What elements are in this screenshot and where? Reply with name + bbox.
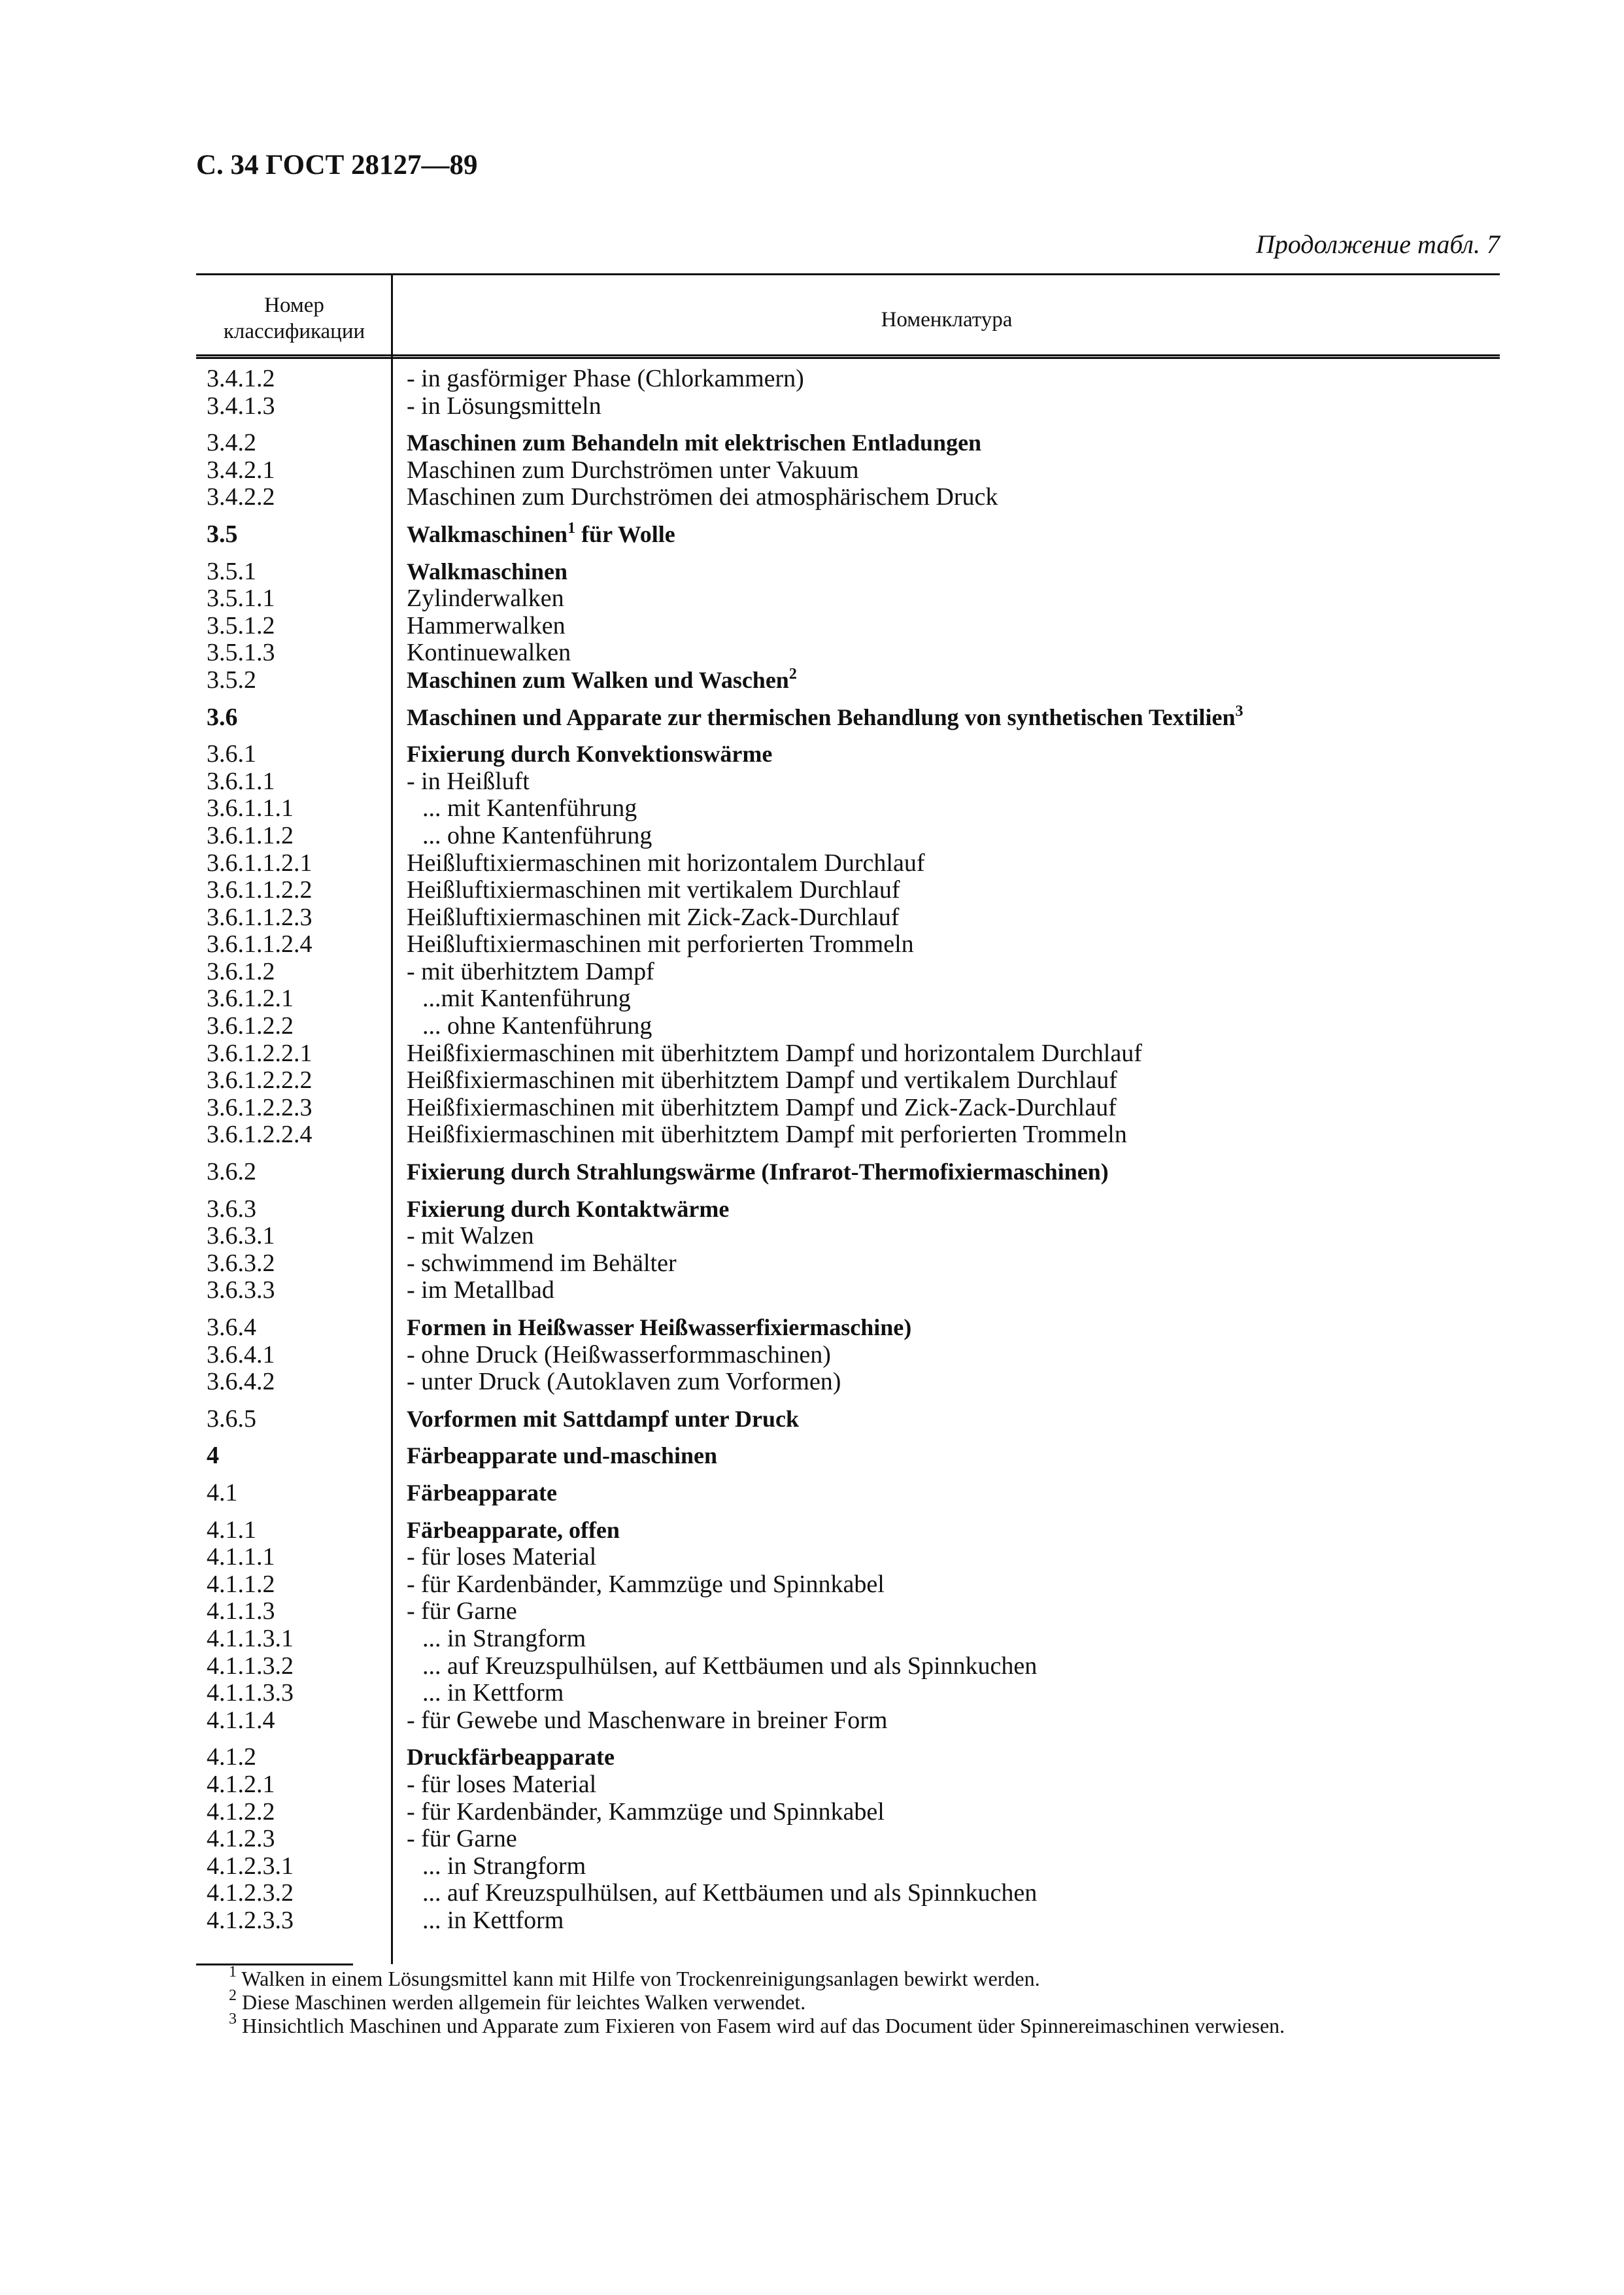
nomenclature-text: Hammerwalken: [407, 611, 566, 639]
nomenclature-text: Heißfixiermaschinen mit überhitztem Dampf und horizontalem Durchlauf: [407, 1039, 1142, 1067]
classification-number: 3.6.1.2.2.2: [207, 1066, 313, 1095]
nomenclature-text: - für loses Material: [407, 1543, 597, 1571]
classification-number: 4.1.1.2: [207, 1570, 275, 1598]
classification-number: 4.1.2.3: [207, 1825, 275, 1853]
nomenclature-text: ... in Strangform: [422, 1624, 586, 1652]
footnote-mark: 3: [229, 2011, 237, 2028]
table-header: [196, 273, 1500, 359]
nomenclature-text: - unter Druck (Autoklaven zum Vorformen): [407, 1368, 841, 1396]
classification-number: 4.1.2.1: [207, 1770, 275, 1798]
footnote-separator: [196, 1964, 353, 1965]
nomenclature-text: Färbeapparate, offen: [407, 1516, 620, 1543]
nomenclature-text: Walkmaschinen: [407, 558, 568, 585]
nomenclature-text: Heißluftixiermaschinen mit Zick-Zack-Durchlauf: [407, 903, 900, 931]
nomenclature-text: Heißluftixiermaschinen mit perforierten Trommeln: [407, 930, 914, 959]
nomenclature-text: Druckfärbeapparate: [407, 1744, 615, 1771]
classification-number: 3.5.1.2: [207, 611, 275, 639]
classification-number: 4.1.2.3.3: [207, 1906, 294, 1934]
classification-number: 3.6.1.1.2.2: [207, 876, 313, 904]
classification-number: 4.1.2.2: [207, 1797, 275, 1826]
classification-number: 3.6.1.2.2.3: [207, 1093, 313, 1121]
classification-number: 4.1.1: [207, 1516, 256, 1544]
footnote: $^3$ Hinsichtlich Maschinen und Apparate zum Fixieren von Fasem wird auf das Document üder Spinnereimaschinen verwiesen.: [229, 2011, 1285, 2037]
nomenclature-text: ... in Kettform: [422, 1679, 564, 1707]
classification-number: 4.1.2.3.1: [207, 1852, 294, 1880]
classification-number: 3.5.1.3: [207, 639, 275, 667]
column-header-number: Номер классификации: [223, 294, 365, 343]
classification-table: [196, 273, 1500, 1944]
classification-number: 3.6.1.1: [207, 767, 275, 795]
classification-number: 3.6.3.3: [207, 1276, 275, 1304]
footnote-ref: 1: [567, 519, 576, 537]
classification-number: 3.6.1.1.1: [207, 794, 294, 823]
nomenclature-text: Heißfixiermaschinen mit überhitztem Dampf mit perforierten Trommeln: [407, 1121, 1127, 1149]
nomenclature-text: ...mit Kantenführung: [422, 985, 631, 1013]
classification-number: 4.1.1.1: [207, 1543, 275, 1571]
classification-number: 3.6.1.2.2: [207, 1012, 294, 1040]
nomenclature-text: Heißluftixiermaschinen mit horizontalem Durchlauf: [407, 849, 925, 877]
classification-number: 4.1.1.3.1: [207, 1624, 294, 1652]
classification-number: 3.6.4: [207, 1314, 256, 1341]
classification-number: 3.5.2: [207, 666, 256, 694]
footnote: $^2$ Diese Maschinen werden allgemein für leichtes Walken verwendet.: [229, 1987, 806, 2014]
classification-number: 3.6.4.2: [207, 1368, 275, 1396]
footnote: $^1$ Walken in einem Lösungsmittel kann mit Hilfe von Trockenreinigungsanlagen bewirkt werden.: [229, 1964, 1040, 1990]
nomenclature-text: Maschinen zum Durchströmen unter Vakuum: [407, 456, 859, 484]
nomenclature-text: Fixierung durch Kontaktwärme: [407, 1195, 730, 1222]
classification-number: 3.6.1.1.2: [207, 821, 294, 849]
classification-number: 3.6.3.2: [207, 1249, 275, 1277]
nomenclature-text: - in gasförmiger Phase (Chlorkammern): [407, 365, 804, 392]
nomenclature-text: - in Lösungsmitteln: [407, 392, 601, 420]
nomenclature-text: - mit überhitztem Dampf: [407, 957, 654, 985]
footnote-mark: 1: [229, 1964, 237, 1980]
classification-number: 3.6: [207, 703, 238, 731]
classification-number: 3.6.3.1: [207, 1222, 275, 1250]
nomenclature-text: - für loses Material: [407, 1770, 597, 1798]
classification-number: 3.6.1.2.2.4: [207, 1121, 313, 1149]
nomenclature-text: Heißfixiermaschinen mit überhitztem Dampf und vertikalem Durchlauf: [407, 1066, 1117, 1095]
classification-number: 3.6.1.1.2.1: [207, 849, 313, 877]
nomenclature-text: ... in Strangform: [422, 1852, 586, 1880]
nomenclature-text: ... ohne Kantenführung: [422, 1012, 652, 1040]
classification-number: 3.6.1.1.2.3: [207, 903, 313, 931]
classification-number: 3.5.1: [207, 557, 256, 585]
classification-number: 3.4.1.3: [207, 392, 275, 420]
nomenclature-text: Heißluftixiermaschinen mit vertikalem Durchlauf: [407, 876, 900, 904]
nomenclature-text: Vorformen mit Sattdampf unter Druck: [407, 1405, 799, 1432]
classification-number: 3.4.2.1: [207, 456, 275, 484]
classification-number: 3.4.1.2: [207, 365, 275, 392]
classification-number: 4.1.1.3: [207, 1597, 275, 1625]
classification-number: 4.1.1.3.3: [207, 1679, 294, 1707]
classification-number: 4.1.2.3.2: [207, 1879, 294, 1907]
nomenclature-text: - für Garne: [407, 1597, 517, 1625]
nomenclature-text: Formen in Heißwasser Heißwasserfixiermaschine): [407, 1314, 912, 1340]
nomenclature-text: Färbeapparate: [407, 1479, 557, 1506]
column-header-nomenclature: Номенклатура: [881, 308, 1013, 332]
nomenclature-text: Fixierung durch Strahlungswärme (Infrarot-Thermofixiermaschinen): [407, 1159, 1109, 1185]
nomenclature-text: - mit Walzen: [407, 1222, 534, 1250]
classification-number: 3.6.1.2: [207, 957, 275, 985]
nomenclature-text: ... ohne Kantenführung: [422, 821, 652, 849]
classification-number: 3.5.1.1: [207, 585, 275, 613]
nomenclature-text: Fixierung durch Konvektionswärme: [407, 741, 773, 768]
classification-number: 3.6.4.1: [207, 1340, 275, 1368]
classification-number: 3.6.2: [207, 1158, 256, 1186]
nomenclature-text: ... in Kettform: [422, 1906, 564, 1934]
classification-number: 4.1: [207, 1478, 238, 1506]
nomenclature-text: Färbeapparate und-maschinen: [407, 1442, 718, 1469]
classification-number: 3.6.1.2.1: [207, 985, 294, 1013]
classification-number: 3.4.2: [207, 429, 256, 457]
nomenclature-text: Zylinderwalken: [407, 585, 564, 613]
nomenclature-text: Kontinuewalken: [407, 639, 571, 667]
classification-number: 3.6.1.2.2.1: [207, 1039, 313, 1067]
nomenclature-text: - für Garne: [407, 1825, 517, 1853]
classification-number: 4.1.1.3.2: [207, 1652, 294, 1680]
nomenclature-text: - schwimmend im Behälter: [407, 1249, 677, 1277]
footnote-ref: 3: [1235, 702, 1243, 720]
classification-number: 3.6.1: [207, 740, 256, 768]
nomenclature-text: - im Metallbad: [407, 1276, 554, 1304]
nomenclature-text: Maschinen zum Walken und Waschen$^2$: [407, 665, 797, 693]
classification-number: 3.6.1.1.2.4: [207, 930, 313, 959]
classification-number: 3.4.2.2: [207, 483, 275, 511]
table-continuation-label: Продолжение табл. 7: [1255, 230, 1500, 259]
classification-number: 3.6.3: [207, 1195, 256, 1223]
classification-number: 3.5: [207, 520, 238, 548]
footnotes: [229, 1964, 1285, 2037]
footnote-mark: 2: [229, 1987, 237, 2004]
classification-number: 4.1.1.4: [207, 1706, 275, 1734]
classification-number: 4: [207, 1442, 219, 1470]
nomenclature-text: - für Kardenbänder, Kammzüge und Spinnkabel: [407, 1797, 885, 1826]
classification-number: 3.6.5: [207, 1404, 256, 1433]
nomenclature-text: Maschinen und Apparate zur thermischen Behandlung von synthetischen Textilien$^3$: [407, 702, 1243, 730]
column-divider: [391, 273, 393, 1964]
nomenclature-text: Maschinen zum Durchströmen dei atmosphärischem Druck: [407, 483, 998, 511]
nomenclature-text: ... auf Kreuzspulhülsen, auf Kettbäumen und als Spinnkuchen: [422, 1652, 1038, 1680]
footnote-ref: 2: [788, 665, 797, 683]
nomenclature-text: Walkmaschinen$^1$ für Wolle: [407, 519, 675, 547]
nomenclature-text: ... mit Kantenführung: [422, 794, 637, 823]
nomenclature-text: ... auf Kreuzspulhülsen, auf Kettbäumen und als Spinnkuchen: [422, 1879, 1038, 1907]
nomenclature-text: - für Gewebe und Maschenware in breiner Form: [407, 1706, 888, 1734]
page-header: С. 34 ГОСТ 28127—89: [196, 150, 478, 180]
nomenclature-text: - ohne Druck (Heißwasserformmaschinen): [407, 1340, 831, 1368]
nomenclature-text: Heißfixiermaschinen mit überhitztem Dampf und Zick-Zack-Durchlauf: [407, 1093, 1117, 1121]
nomenclature-text: - für Kardenbänder, Kammzüge und Spinnkabel: [407, 1570, 885, 1598]
classification-number: 4.1.2: [207, 1743, 256, 1771]
nomenclature-text: Maschinen zum Behandeln mit elektrischen Entladungen: [407, 430, 982, 456]
nomenclature-text: - in Heißluft: [407, 767, 530, 795]
